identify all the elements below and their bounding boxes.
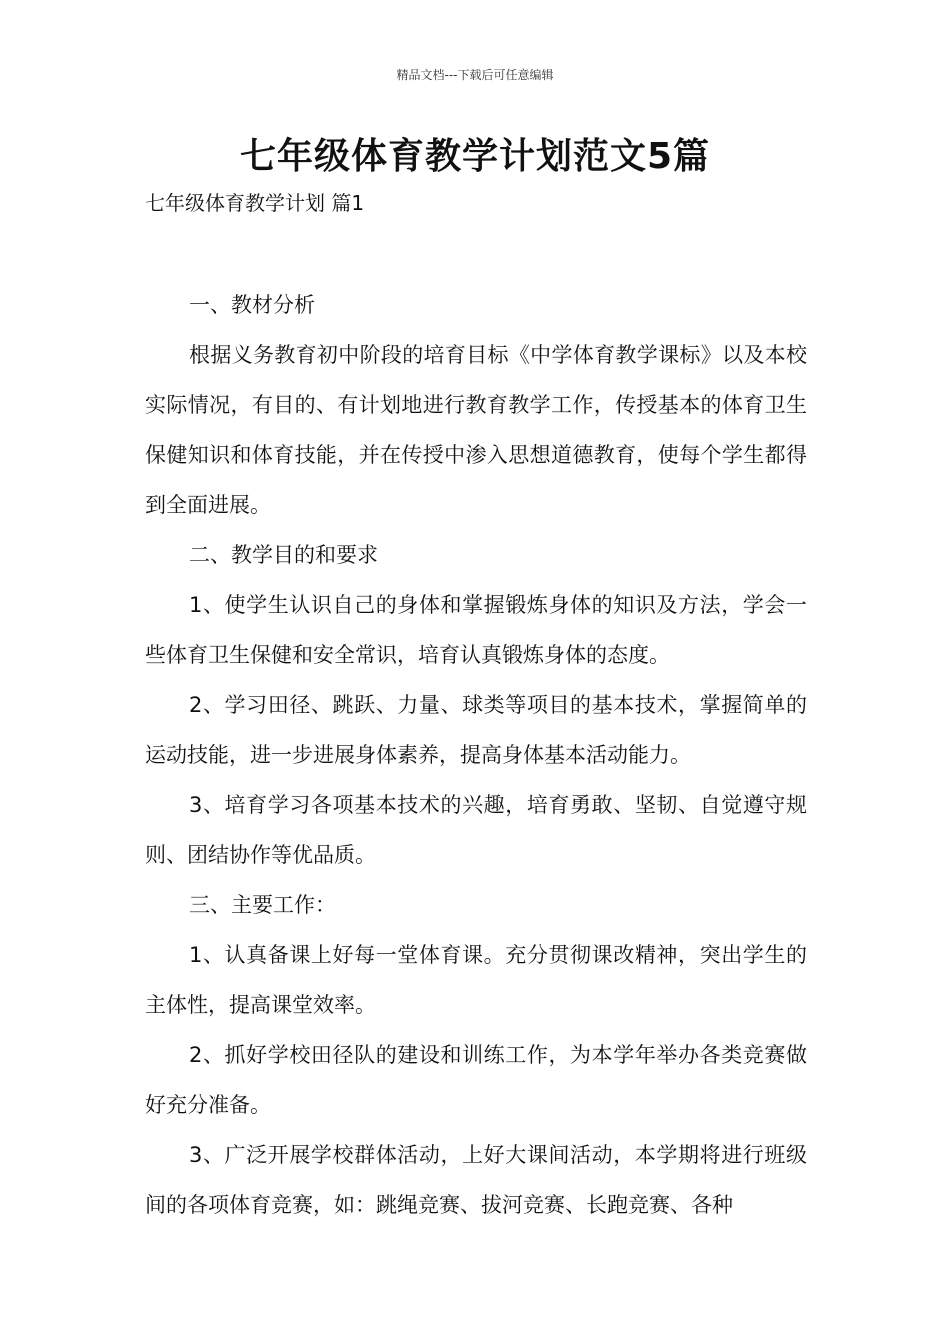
heading-main-work: 三、主要工作：	[189, 893, 336, 917]
paragraph-goal-2: 2、学习田径、跳跃、力量、球类等项目的基本技术，掌握简单的运动技能，进一步进展身体素养，提高身体基本活动能力。	[145, 693, 807, 767]
heading-teaching-goals: 二、教学目的和要求	[189, 543, 378, 567]
paragraph-analysis: 根据义务教育初中阶段的培育目标《中学体育教学课标》以及本校实际情况，有目的、有计划地进行教育教学工作，传授基本的体育卫生保健知识和体育技能，并在传授中渗入思想道德教育，使每个学生都得到全面进展。	[145, 343, 807, 517]
document-title: 七年级体育教学计划范文5篇	[239, 136, 711, 177]
paragraph-work-3: 3、广泛开展学校群体活动，上好大课间活动，本学期将进行班级间的各项体育竞赛，如：跳绳竞赛、拔河竞赛、长跑竞赛、各种	[145, 1143, 807, 1217]
paragraph-work-1: 1、认真备课上好每一堂体育课。充分贯彻课改精神，突出学生的主体性，提高课堂效率。	[145, 943, 807, 1017]
paragraph-goal-1: 1、使学生认识自己的身体和掌握锻炼身体的知识及方法，学会一些体育卫生保健和安全常识，培育认真锻炼身体的态度。	[145, 593, 807, 667]
heading-teaching-material-analysis: 一、教材分析	[189, 293, 315, 317]
header-note: 精品文档---下载后可任意编辑	[396, 68, 554, 82]
document-body	[145, 280, 807, 1230]
section-subtitle: 七年级体育教学计划 篇1	[145, 191, 365, 215]
paragraph-goal-3: 3、培育学习各项基本技术的兴趣，培育勇敢、坚韧、自觉遵守规则、团结协作等优品质。	[145, 793, 807, 867]
paragraph-work-2: 2、抓好学校田径队的建设和训练工作，为本学年举办各类竞赛做好充分准备。	[145, 1043, 807, 1117]
